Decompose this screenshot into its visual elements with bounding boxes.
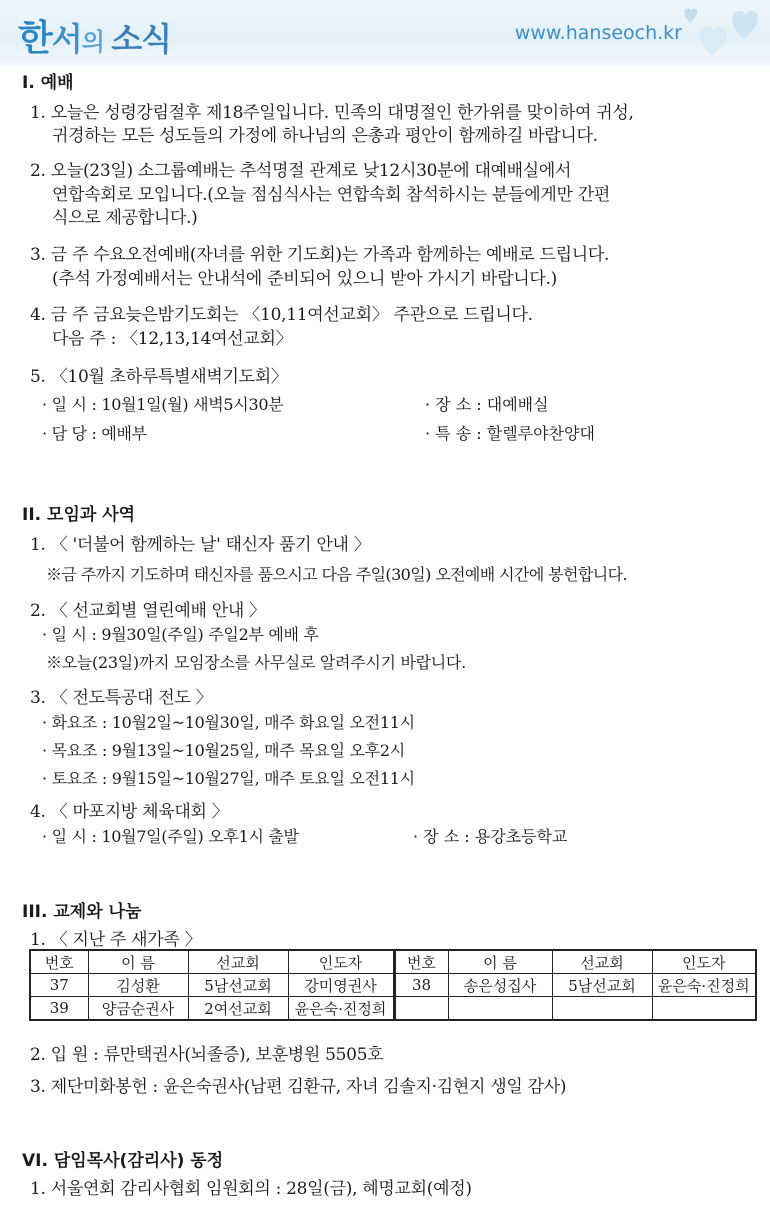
table-cell: 2여선교회 xyxy=(188,997,288,1021)
worship-item-2a: 2. 오늘(23일) 소그룹예배는 추석명절 관계로 낮12시30분에 대예배실에서 xyxy=(30,161,572,181)
table-cell xyxy=(552,997,652,1021)
table-cell: 송은성집사 xyxy=(448,974,552,997)
church-url: www.hanseoch.kr xyxy=(514,22,682,44)
table-cell: 윤은숙·진정희 xyxy=(652,974,756,997)
table-row xyxy=(30,974,756,997)
ministry-item-2-time: · 일 시 : 9월30일(주일) 주일2부 예배 후 xyxy=(42,625,319,644)
table-cell: 39 xyxy=(30,997,88,1021)
ministry-item-2-note: ※오늘(23일)까지 모임장소를 사무실로 알려주시기 바랍니다. xyxy=(46,653,466,672)
table-cell: 37 xyxy=(30,974,88,997)
table-header: 선교회 xyxy=(552,950,652,974)
brand-char-1: 한 xyxy=(18,18,52,59)
section-title-ministry: II. 모임과 사역 xyxy=(22,505,136,525)
ministry-item-4-time: · 일 시 : 10월7일(주일) 오후1시 출발 xyxy=(42,827,299,846)
ministry-item-2: 2. 〈 선교회별 열린예배 안내 〉 xyxy=(30,601,266,621)
table-cell: 38 xyxy=(394,974,448,997)
ministry-item-3-sat: · 토요조 : 9월15일~10월27일, 매주 토요일 오전11시 xyxy=(42,769,415,788)
ministry-item-3-tue: · 화요조 : 10월2일~10월30일, 매주 화요일 오전11시 xyxy=(42,713,415,732)
worship-item-4b: 다음 주 : 〈12,13,14여선교회〉 xyxy=(52,329,293,349)
table-cell xyxy=(448,997,552,1021)
bulletin-brand xyxy=(18,10,171,61)
table-header: 이 름 xyxy=(448,950,552,974)
worship-item-2c: 식으로 제공합니다.) xyxy=(52,208,198,228)
worship-item-5-time: · 일 시 : 10월1일(월) 새벽5시30분 xyxy=(42,395,284,414)
pastor-item-1: 1. 서울연회 감리사협회 임원회의 : 28일(금), 혜명교회(예정) xyxy=(30,1179,472,1199)
ministry-item-1-note: ※금 주까지 기도하며 태신자를 품으시고 다음 주일(30일) 오전예배 시간에 봉헌합니다. xyxy=(46,565,627,584)
table-cell: 윤은숙·진정희 xyxy=(288,997,394,1021)
brand-char-4: 소식 xyxy=(111,20,172,58)
brand-char-3: 의 xyxy=(81,28,112,56)
ministry-item-1: 1. 〈 '더불어 함께하는 날' 태신자 품기 안내 〉 xyxy=(30,535,371,555)
section-title-fellowship: III. 교제와 나눔 xyxy=(22,902,142,922)
table-cell: 양금순권사 xyxy=(88,997,188,1021)
table-header: 인도자 xyxy=(288,950,394,974)
ministry-item-4: 4. 〈 마포지방 체육대회 〉 xyxy=(30,802,229,822)
worship-item-1a: 1. 오늘은 성령강림절후 제18주일입니다. 민족의 대명절인 한가위를 맞이하여 귀성, xyxy=(30,103,634,123)
hearts-icon xyxy=(680,4,760,64)
table-header: 이 름 xyxy=(88,950,188,974)
worship-item-1b: 귀경하는 모든 성도들의 가정에 하나님의 은총과 평안이 함께하길 바랍니다. xyxy=(52,126,598,146)
table-header: 번호 xyxy=(394,950,448,974)
table-row xyxy=(30,997,756,1021)
table-header-row xyxy=(30,950,756,974)
fellowship-item-1: 1. 〈 지난 주 새가족 〉 xyxy=(30,930,202,950)
new-family-table xyxy=(29,949,757,1021)
table-cell: 강미영권사 xyxy=(288,974,394,997)
section-title-pastor: VI. 담임목사(감리사) 동정 xyxy=(22,1151,224,1171)
ministry-item-3: 3. 〈 전도특공대 전도 〉 xyxy=(30,688,213,708)
table-header: 선교회 xyxy=(188,950,288,974)
section-title-worship: I. 예배 xyxy=(22,73,74,93)
table-header: 번호 xyxy=(30,950,88,974)
table-header: 인도자 xyxy=(652,950,756,974)
fellowship-item-3: 3. 제단미화봉헌 : 윤은숙권사(남편 김환규, 자녀 김솔지·김현지 생일 감사) xyxy=(30,1077,567,1097)
worship-item-3a: 3. 금 주 수요오전예배(자녀를 위한 기도회)는 가족과 함께하는 예배로 드립니다. xyxy=(30,245,610,265)
worship-item-4a: 4. 금 주 금요늦은밤기도회는 〈10,11여선교회〉 주관으로 드립니다. xyxy=(30,305,533,325)
table-cell xyxy=(394,997,448,1021)
table-cell: 김성환 xyxy=(88,974,188,997)
table-cell: 5남선교회 xyxy=(188,974,288,997)
worship-item-3b: (추석 가정예배서는 안내석에 준비되어 있으니 받아 가시기 바랍니다.) xyxy=(52,269,557,289)
table-cell xyxy=(652,997,756,1021)
brand-char-2: 서 xyxy=(51,20,82,58)
ministry-item-3-thu: · 목요조 : 9월13일~10월25일, 매주 목요일 오후2시 xyxy=(42,741,405,760)
table-cell: 5남선교회 xyxy=(552,974,652,997)
ministry-item-4-place: · 장 소 : 용강초등학교 xyxy=(413,827,568,846)
worship-item-5: 5. 〈10월 초하루특별새벽기도회〉 xyxy=(30,367,288,387)
bulletin-header xyxy=(0,0,770,66)
worship-item-5-place: · 장 소 : 대예배실 xyxy=(425,395,549,414)
worship-item-5-special-song: · 특 송 : 할렐루야찬양대 xyxy=(425,424,595,443)
worship-item-2b: 연합속회로 모입니다.(오늘 점심식사는 연합속회 참석하시는 분들에게만 간편 xyxy=(52,185,610,205)
worship-item-5-charge: · 담 당 : 예배부 xyxy=(42,424,147,443)
fellowship-item-2: 2. 입 원 : 류만택권사(뇌졸증), 보훈병원 5505호 xyxy=(30,1045,384,1065)
